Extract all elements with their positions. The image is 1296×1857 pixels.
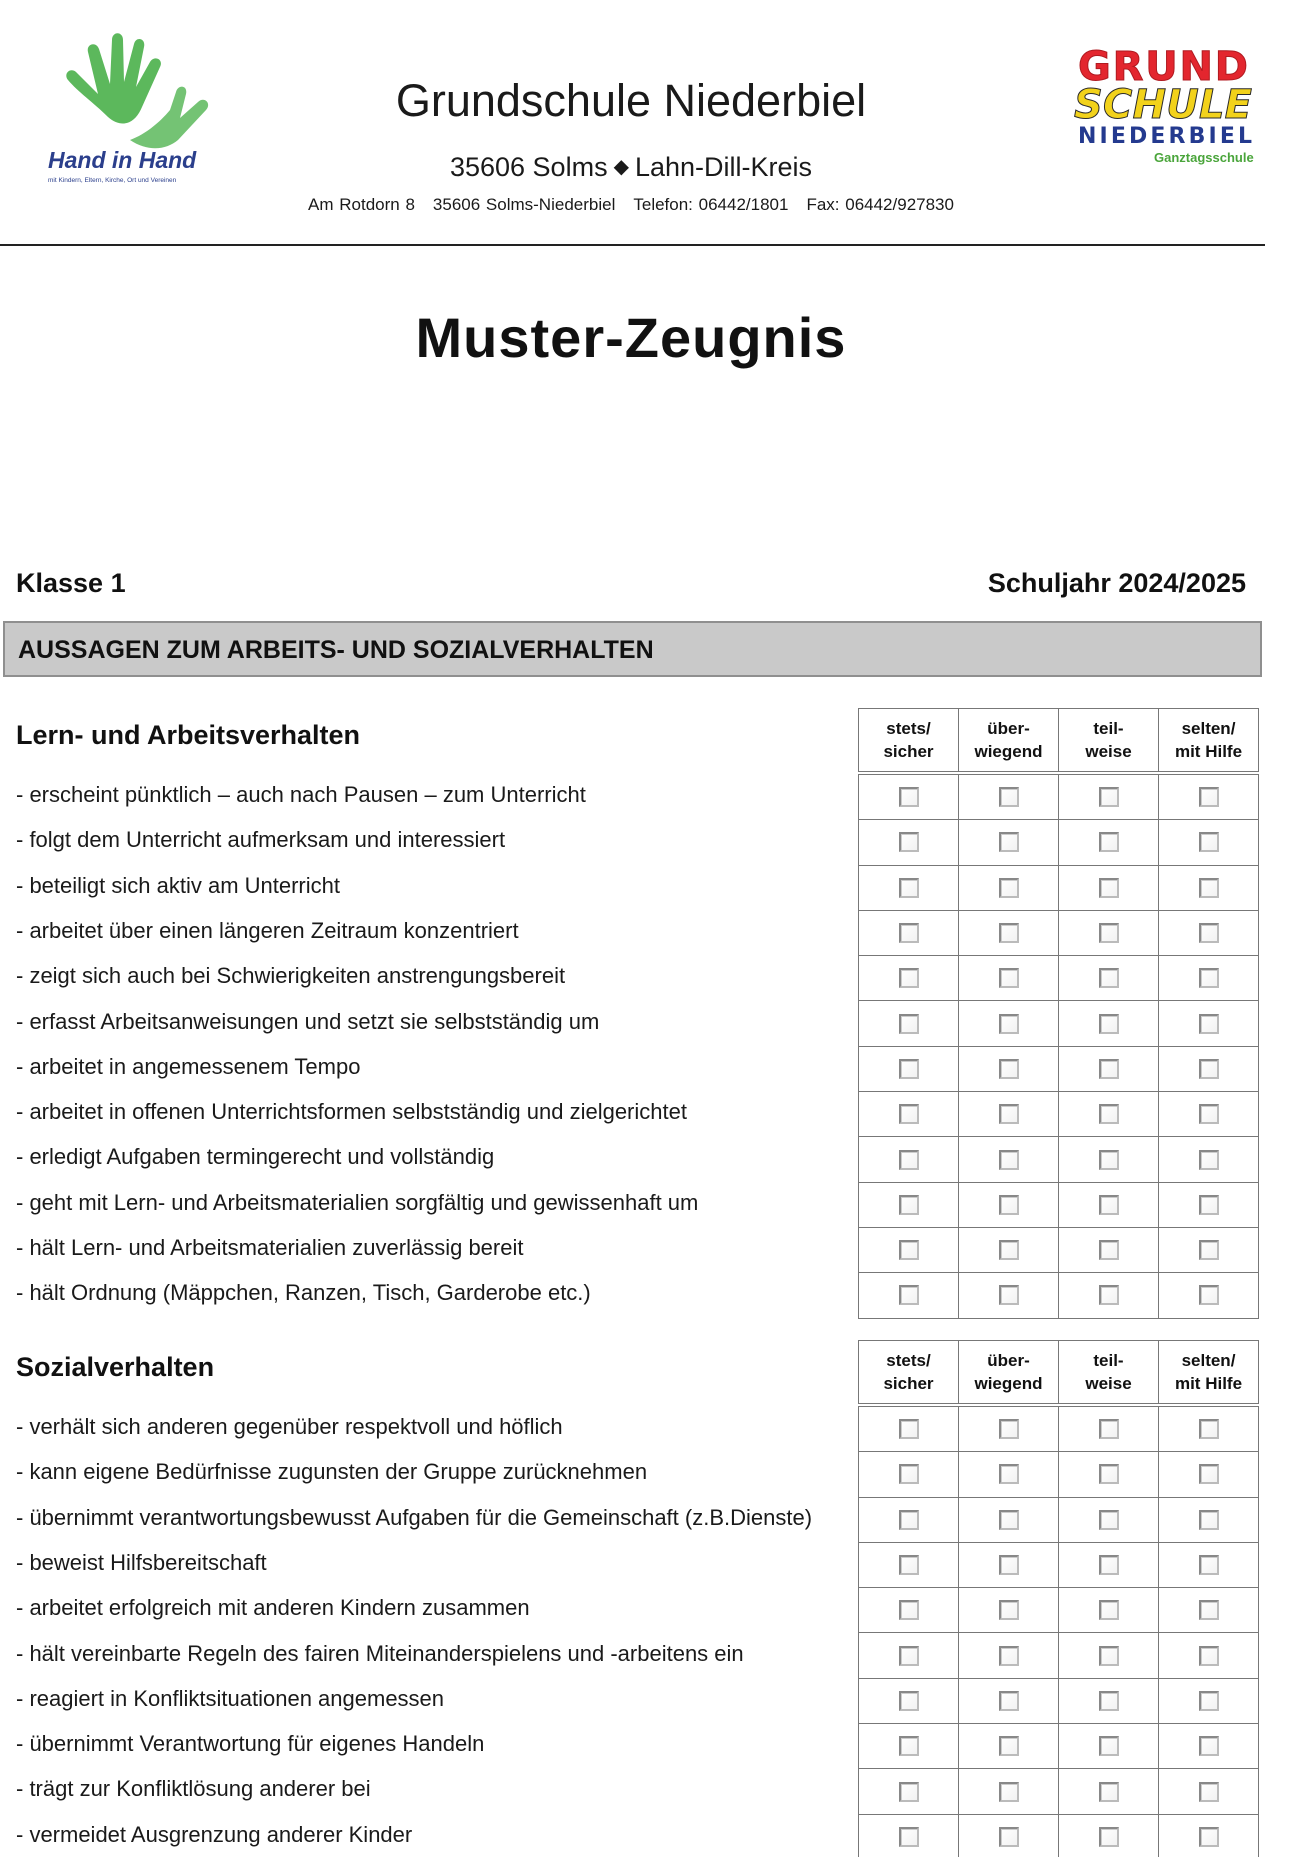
statement-item: - erledigt Aufgaben termingerecht und vollständig [16, 1144, 495, 1170]
rating-row [859, 1724, 1259, 1769]
logo-right-line1: GRUND [1078, 44, 1248, 90]
rating-cell [1059, 1588, 1159, 1633]
rating-cell [1159, 1092, 1259, 1137]
rating-cell [959, 1678, 1059, 1723]
rating-cell [1159, 1182, 1259, 1227]
rating-cell [859, 820, 959, 865]
rating-cell [1059, 1678, 1159, 1723]
rating-table [858, 708, 1259, 1319]
rating-checkbox[interactable] [899, 1646, 919, 1666]
rating-row [859, 1092, 1259, 1137]
rating-checkbox[interactable] [1199, 787, 1219, 807]
school-district: Lahn-Dill-Kreis [634, 152, 813, 182]
rating-cell [859, 1814, 959, 1857]
rating-column-line2: sicher [883, 742, 934, 761]
rating-cell [1159, 1046, 1259, 1091]
rating-cell [1159, 1542, 1259, 1587]
rating-checkbox[interactable] [1199, 1104, 1219, 1124]
rating-row [859, 1273, 1259, 1318]
rating-checkbox[interactable] [1099, 1059, 1119, 1079]
rating-header-row [859, 709, 1259, 772]
rating-checkbox[interactable] [999, 1691, 1019, 1711]
rating-cell [859, 1273, 959, 1318]
statement-item: - übernimmt verantwortungsbewusst Aufgaben für die Gemeinschaft (z.B.Dienste) [16, 1504, 813, 1530]
rating-cell [1059, 1092, 1159, 1137]
rating-cell [859, 1092, 959, 1137]
rating-row [859, 865, 1259, 910]
rating-cell [959, 910, 1059, 955]
rating-checkbox[interactable] [899, 1510, 919, 1530]
rating-checkbox[interactable] [899, 968, 919, 988]
statement-item: - hält vereinbarte Regeln des fairen Miteinanderspielens und -arbeitens ein [16, 1640, 744, 1666]
school-contact [0, 195, 1262, 215]
rating-cell [1059, 1407, 1159, 1452]
rating-cell [959, 775, 1059, 820]
rating-column-line2: weise [1085, 742, 1132, 761]
rating-checkbox[interactable] [1199, 832, 1219, 852]
rating-cell [859, 1227, 959, 1272]
rating-cell [959, 1182, 1059, 1227]
rating-cell [859, 1182, 959, 1227]
rating-cell [1159, 1814, 1259, 1857]
rating-checkbox[interactable] [999, 1195, 1019, 1215]
rating-checkbox[interactable] [999, 787, 1019, 807]
rating-cell [859, 1497, 959, 1542]
rating-cell [1059, 1046, 1159, 1091]
statement-item: - kann eigene Bedürfnisse zugunsten der Gruppe zurücknehmen [16, 1459, 648, 1485]
rating-checkbox[interactable] [1099, 1646, 1119, 1666]
grundschule-logo [1070, 40, 1260, 170]
rating-cell [859, 1769, 959, 1814]
rating-checkbox[interactable] [999, 923, 1019, 943]
rating-checkbox[interactable] [1099, 1691, 1119, 1711]
rating-column-header [959, 1341, 1059, 1404]
rating-cell [1159, 1273, 1259, 1318]
rating-cell [1059, 1452, 1159, 1497]
rating-cell [1059, 1542, 1159, 1587]
rating-checkbox[interactable] [1099, 1195, 1119, 1215]
rating-checkbox[interactable] [899, 1195, 919, 1215]
rating-cell [859, 1678, 959, 1723]
statement-item: - arbeitet erfolgreich mit anderen Kindern zusammen [16, 1595, 530, 1621]
rating-column-line2: mit Hilfe [1174, 742, 1243, 761]
statement-item: - geht mit Lern- und Arbeitsmaterialien sorgfältig und gewissenhaft um [16, 1189, 699, 1215]
rating-checkbox[interactable] [999, 1285, 1019, 1305]
rating-checkbox[interactable] [999, 1240, 1019, 1260]
statement-item: - erscheint pünktlich – auch nach Pausen – zum Unterricht [16, 782, 586, 807]
rating-checkbox[interactable] [1099, 1464, 1119, 1484]
statement-item: - beteiligt sich aktiv am Unterricht [16, 872, 340, 898]
rating-checkbox[interactable] [999, 1059, 1019, 1079]
rating-cell [959, 1724, 1059, 1769]
rating-checkbox[interactable] [1199, 1827, 1219, 1847]
statement-item: - hält Lern- und Arbeitsmaterialien zuverlässig bereit [16, 1235, 524, 1260]
rating-checkbox[interactable] [1199, 1646, 1219, 1666]
rating-cell [859, 1001, 959, 1046]
rating-cell [959, 1407, 1059, 1452]
rating-cell [1059, 1137, 1159, 1182]
statement-item: - beweist Hilfsbereitschaft [16, 1549, 267, 1575]
rating-cell [1159, 956, 1259, 1001]
rating-checkbox[interactable] [899, 878, 919, 898]
contact-phone: Telefon: 06442/1801 [633, 195, 789, 214]
rating-checkbox[interactable] [1199, 1014, 1219, 1034]
rating-checkbox[interactable] [1099, 1285, 1119, 1305]
rating-checkbox[interactable] [1199, 1150, 1219, 1170]
letterhead [0, 0, 1296, 248]
rating-checkbox[interactable] [899, 1736, 919, 1756]
rating-cell [959, 956, 1059, 1001]
rating-row [859, 1542, 1259, 1587]
rating-cell [1059, 1769, 1159, 1814]
rating-cell [859, 1633, 959, 1678]
rating-checkbox[interactable] [999, 1782, 1019, 1802]
rating-cell [859, 1542, 959, 1587]
rating-cell [959, 820, 1059, 865]
rating-checkbox[interactable] [899, 1691, 919, 1711]
rating-cell [859, 910, 959, 955]
rating-row [859, 1137, 1259, 1182]
rating-column-header [1159, 709, 1259, 772]
rating-column-line2: wiegend [974, 1374, 1043, 1393]
rating-checkbox[interactable] [1099, 1240, 1119, 1260]
diamond-icon: ◆ [613, 156, 629, 178]
rating-cell [1159, 1769, 1259, 1814]
rating-checkbox[interactable] [999, 1555, 1019, 1575]
rating-checkbox[interactable] [1199, 1419, 1219, 1439]
rating-checkbox[interactable] [999, 1827, 1019, 1847]
rating-column-header [859, 1341, 959, 1404]
rating-row [859, 1182, 1259, 1227]
rating-cell [1159, 1452, 1259, 1497]
rating-cell [1059, 956, 1159, 1001]
rating-cell [859, 1407, 959, 1452]
rating-checkbox[interactable] [999, 832, 1019, 852]
rating-row [859, 1678, 1259, 1723]
school-year-label: Schuljahr 2024/2025 [987, 568, 1246, 598]
rating-checkbox[interactable] [999, 1600, 1019, 1620]
rating-cell [1159, 820, 1259, 865]
rating-checkbox[interactable] [1199, 878, 1219, 898]
rating-checkbox[interactable] [1199, 1464, 1219, 1484]
rating-checkbox[interactable] [1199, 1782, 1219, 1802]
rating-cell [1059, 1633, 1159, 1678]
rating-checkbox[interactable] [999, 1104, 1019, 1124]
rating-checkbox[interactable] [1199, 1285, 1219, 1305]
rating-checkbox[interactable] [999, 1510, 1019, 1530]
rating-checkbox[interactable] [1099, 1419, 1119, 1439]
rating-checkbox[interactable] [1099, 878, 1119, 898]
logo-right-line2: SCHULE [1074, 82, 1252, 128]
rating-cell [859, 1046, 959, 1091]
rating-checkbox[interactable] [899, 1555, 919, 1575]
rating-checkbox[interactable] [899, 1240, 919, 1260]
rating-row [859, 1046, 1259, 1091]
school-town: 35606 Solms [449, 152, 608, 182]
logo-right-tagline: Ganztagsschule [1154, 150, 1254, 165]
rating-cell [1159, 1588, 1259, 1633]
rating-cell [959, 1227, 1059, 1272]
rating-row [859, 820, 1259, 865]
rating-cell [959, 1001, 1059, 1046]
rating-cell [859, 1137, 959, 1182]
rating-cell [959, 1542, 1059, 1587]
rating-cell [959, 865, 1059, 910]
rating-row [859, 1769, 1259, 1814]
rating-cell [1059, 865, 1159, 910]
rating-checkbox[interactable] [899, 1150, 919, 1170]
rating-cell [1159, 1678, 1259, 1723]
rating-cell [1159, 865, 1259, 910]
rating-cell [1059, 1001, 1159, 1046]
rating-column-line1: über- [987, 719, 1030, 738]
rating-cell [1059, 910, 1159, 955]
rating-checkbox[interactable] [899, 787, 919, 807]
rating-column-line2: weise [1085, 1374, 1132, 1393]
block-title: Sozialverhalten [16, 1352, 215, 1382]
rating-checkbox[interactable] [899, 923, 919, 943]
rating-checkbox[interactable] [1199, 968, 1219, 988]
rating-checkbox[interactable] [999, 1014, 1019, 1034]
rating-checkbox[interactable] [1199, 1600, 1219, 1620]
statement-item: - zeigt sich auch bei Schwierigkeiten anstrengungsbereit [16, 963, 566, 989]
rating-row [859, 1814, 1259, 1857]
rating-column-line2: sicher [883, 1374, 934, 1393]
rating-checkbox[interactable] [999, 968, 1019, 988]
rating-checkbox[interactable] [1099, 968, 1119, 988]
rating-column-line2: wiegend [974, 742, 1043, 761]
rating-cell [859, 956, 959, 1001]
rating-cell [1159, 1497, 1259, 1542]
rating-cell [1159, 1227, 1259, 1272]
class-label: Klasse 1 [16, 568, 126, 598]
rating-checkbox[interactable] [1099, 1014, 1119, 1034]
rating-checkbox[interactable] [999, 1464, 1019, 1484]
rating-column-line1: über- [987, 1351, 1030, 1370]
rating-cell [1159, 1724, 1259, 1769]
rating-cell [859, 1452, 959, 1497]
rating-column-line1: selten/ [1181, 719, 1236, 738]
rating-row [859, 1497, 1259, 1542]
rating-row [859, 1633, 1259, 1678]
rating-cell [1059, 1182, 1159, 1227]
rating-header-row [859, 1341, 1259, 1404]
rating-column-header [1159, 1341, 1259, 1404]
rating-cell [959, 1137, 1059, 1182]
rating-row [859, 1452, 1259, 1497]
section-heading-bar [3, 621, 1262, 677]
rating-checkbox[interactable] [1099, 1782, 1119, 1802]
rating-checkbox[interactable] [1099, 787, 1119, 807]
rating-checkbox[interactable] [1199, 1195, 1219, 1215]
rating-cell [959, 1588, 1059, 1633]
rating-checkbox[interactable] [899, 1059, 919, 1079]
rating-checkbox[interactable] [1099, 832, 1119, 852]
school-name: Grundschule Niederbiel [395, 75, 867, 126]
rating-checkbox[interactable] [999, 1646, 1019, 1666]
rating-row [859, 1407, 1259, 1452]
statement-item: - arbeitet in angemessenem Tempo [16, 1053, 361, 1079]
rating-cell [859, 865, 959, 910]
rating-column-line1: teil- [1093, 1351, 1124, 1370]
rating-cell [959, 1769, 1059, 1814]
rating-cell [959, 1814, 1059, 1857]
rating-checkbox[interactable] [1099, 1104, 1119, 1124]
rating-cell [1059, 1273, 1159, 1318]
rating-checkbox[interactable] [1199, 1240, 1219, 1260]
rating-checkbox[interactable] [899, 832, 919, 852]
rating-column-line1: teil- [1093, 719, 1124, 738]
statement-item: - arbeitet in offenen Unterrichtsformen selbstständig und zielgerichtet [16, 1099, 687, 1125]
logo-right-line3: NIEDERBIEL [1078, 124, 1252, 149]
rating-checkbox[interactable] [899, 1782, 919, 1802]
rating-checkbox[interactable] [1099, 1736, 1119, 1756]
rating-cell [959, 1092, 1059, 1137]
rating-column-header [1059, 709, 1159, 772]
contact-city: 35606 Solms-Niederbiel [432, 195, 616, 214]
rating-row [859, 956, 1259, 1001]
rating-cell [1159, 775, 1259, 820]
statement-item: - trägt zur Konfliktlösung anderer bei [16, 1776, 371, 1802]
rating-cell [959, 1273, 1059, 1318]
rating-checkbox[interactable] [1099, 1555, 1119, 1575]
rating-checkbox[interactable] [899, 1600, 919, 1620]
rating-row [859, 1227, 1259, 1272]
rating-cell [1059, 1497, 1159, 1542]
rating-column-header [1059, 1341, 1159, 1404]
rating-checkbox[interactable] [999, 1736, 1019, 1756]
rating-checkbox[interactable] [1099, 1600, 1119, 1620]
rating-cell [959, 1633, 1059, 1678]
rating-cell [1159, 1001, 1259, 1046]
rating-column-line2: mit Hilfe [1174, 1374, 1243, 1393]
rating-checkbox[interactable] [899, 1419, 919, 1439]
statement-item: - erfasst Arbeitsanweisungen und setzt sie selbstständig um [16, 1008, 600, 1034]
rating-cell [1059, 775, 1159, 820]
rating-column-header [859, 709, 959, 772]
contact-fax: Fax: 06442/927830 [806, 195, 954, 214]
rating-cell [1059, 820, 1159, 865]
section-heading: AUSSAGEN ZUM ARBEITS- UND SOZIALVERHALTEN [18, 636, 654, 664]
rating-cell [1059, 1814, 1159, 1857]
rating-column-line1: stets/ [886, 1351, 931, 1370]
rating-checkbox[interactable] [1199, 923, 1219, 943]
rating-checkbox[interactable] [999, 1419, 1019, 1439]
rating-cell [859, 1724, 959, 1769]
rating-checkbox[interactable] [999, 878, 1019, 898]
logo-left-subtitle: mit Kindern, Eltern, Kirche, Ort und Vereinen [48, 177, 177, 184]
rating-column-header [959, 709, 1059, 772]
rating-table [858, 1340, 1259, 1857]
statement-item: - reagiert in Konfliktsituationen angemessen [16, 1685, 445, 1711]
logo-left-title: Hand in Hand [48, 147, 197, 173]
statement-item: - arbeitet über einen längeren Zeitraum konzentriert [16, 917, 519, 943]
rating-cell [1159, 1407, 1259, 1452]
rating-checkbox[interactable] [899, 1464, 919, 1484]
rating-checkbox[interactable] [1199, 1555, 1219, 1575]
rating-cell [1059, 1724, 1159, 1769]
rating-row [859, 1588, 1259, 1633]
rating-checkbox[interactable] [999, 1150, 1019, 1170]
rating-row [859, 1001, 1259, 1046]
block-title: Lern- und Arbeitsverhalten [16, 720, 361, 750]
rating-cell [1159, 1633, 1259, 1678]
statement-item: - vermeidet Ausgrenzung anderer Kinder [16, 1821, 413, 1847]
rating-checkbox[interactable] [1199, 1691, 1219, 1711]
rating-cell [959, 1452, 1059, 1497]
rating-checkbox[interactable] [899, 1827, 919, 1847]
rating-checkbox[interactable] [1199, 1736, 1219, 1756]
contact-street: Am Rotdorn 8 [308, 195, 415, 214]
statement-item: - übernimmt Verantwortung für eigenes Handeln [16, 1731, 485, 1757]
rating-cell [1159, 1137, 1259, 1182]
rating-cell [959, 1046, 1059, 1091]
rating-checkbox[interactable] [899, 1285, 919, 1305]
rating-checkbox[interactable] [899, 1014, 919, 1034]
rating-checkbox[interactable] [1099, 1510, 1119, 1530]
rating-checkbox[interactable] [1099, 1827, 1119, 1847]
rating-checkbox[interactable] [1199, 1059, 1219, 1079]
rating-cell [1159, 910, 1259, 955]
rating-row [859, 910, 1259, 955]
rating-checkbox[interactable] [1099, 1150, 1119, 1170]
rating-checkbox[interactable] [1199, 1510, 1219, 1530]
document-title: Muster-Zeugnis [415, 306, 847, 369]
statement-item: - folgt dem Unterricht aufmerksam und interessiert [16, 827, 506, 853]
rating-cell [1059, 1227, 1159, 1272]
statement-item: - verhält sich anderen gegenüber respektvoll und höflich [16, 1414, 563, 1439]
rating-column-line1: selten/ [1181, 1351, 1236, 1370]
rating-checkbox[interactable] [899, 1104, 919, 1124]
rating-column-line1: stets/ [886, 719, 931, 738]
rating-cell [959, 1497, 1059, 1542]
rating-checkbox[interactable] [1099, 923, 1119, 943]
rating-row [859, 775, 1259, 820]
rating-cell [859, 1588, 959, 1633]
rating-cell [859, 775, 959, 820]
header-divider [0, 244, 1265, 246]
statement-item: - hält Ordnung (Mäppchen, Ranzen, Tisch, Garderobe etc.) [16, 1280, 591, 1306]
